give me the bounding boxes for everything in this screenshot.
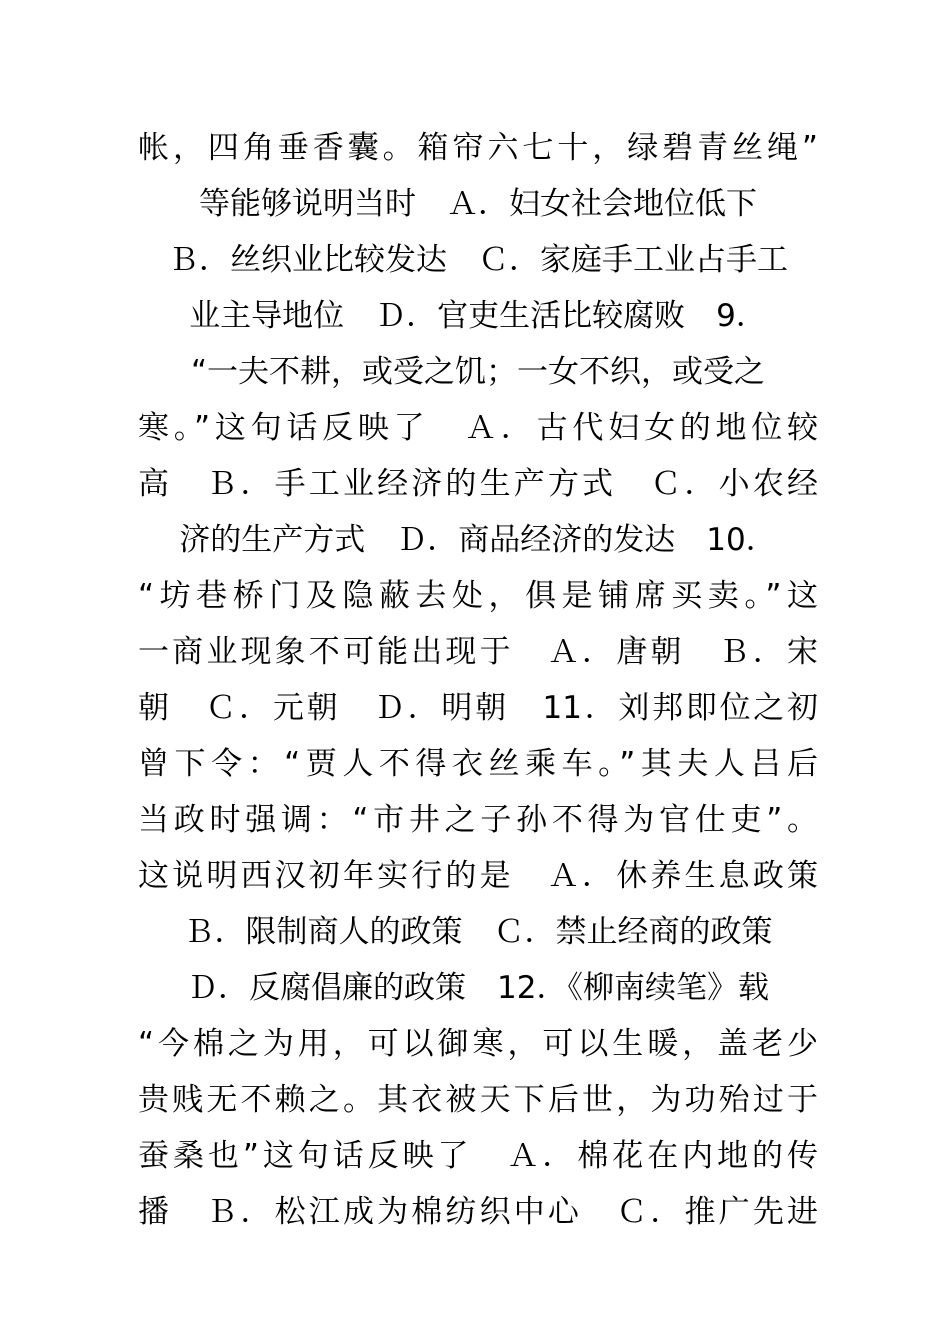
text-line-19: 蚕桑也”这句话反映了 Ａ．棉花在内地的传: [138, 1138, 818, 1174]
text-line-14: 这说明西汉初年实行的是 Ａ．休养生息政策: [138, 858, 818, 894]
text-line-6: 寒。”这句话反映了 Ａ．古代妇女的地位较: [138, 410, 818, 446]
text-line-4: 业主导地位 Ｄ．官吏生活比较腐败 9．: [189, 298, 767, 334]
text-line-5: “一夫不耕，或受之饥；一女不织，或受之: [190, 354, 766, 390]
text-line-1: 帐，四角垂香囊。箱帘六七十，绿碧青丝绳”: [138, 130, 818, 166]
text-line-11: 朝 Ｃ．元朝 Ｄ．明朝 11．刘邦即位之初: [138, 690, 818, 726]
text-line-13: 当政时强调：“市井之子孙不得为官仕吏”。: [138, 802, 818, 838]
text-line-9: “坊巷桥门及隐蔽去处，俱是铺席买卖。”这: [138, 578, 818, 614]
text-line-20: 播 Ｂ．松江成为棉纺织中心 Ｃ．推广先进: [138, 1194, 818, 1230]
text-line-12: 曾下令：“贾人不得衣丝乘车。”其夫人吕后: [138, 746, 818, 782]
text-line-7: 高 Ｂ．手工业经济的生产方式 Ｃ．小农经: [138, 466, 818, 502]
text-line-3: Ｂ．丝织业比较发达 Ｃ．家庭手工业占手工: [168, 242, 788, 278]
text-line-18: 贵贱无不赖之。其衣被天下后世，为功殆过于: [138, 1082, 818, 1118]
text-line-10: 一商业现象不可能出现于 Ａ．唐朝 Ｂ．宋: [138, 634, 818, 670]
text-line-2: 等能够说明当时 Ａ．妇女社会地位低下: [199, 186, 757, 222]
text-line-17: “今棉之为用，可以御寒，可以生暖，盖老少: [138, 1026, 818, 1062]
text-line-8: 济的生产方式 Ｄ．商品经济的发达 10．: [179, 522, 777, 558]
text-line-15: Ｂ．限制商人的政策 Ｃ．禁止经商的政策: [183, 914, 773, 950]
text-line-16: Ｄ．反腐倡廉的政策 12．《柳南续笔》载: [187, 970, 769, 1006]
